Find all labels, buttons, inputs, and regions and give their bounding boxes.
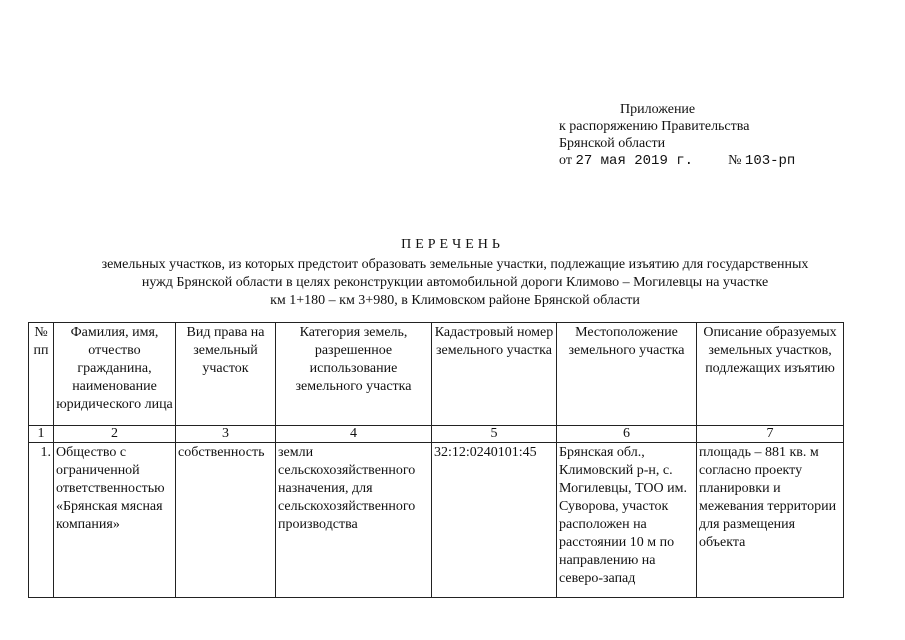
appendix-title: Приложение bbox=[620, 102, 696, 117]
document-title: ПЕРЕЧЕНЬ bbox=[401, 237, 504, 252]
owner-cell: Общество с ограниченной ответственностью «Брянская мясная компания» bbox=[54, 443, 176, 598]
header-cell-number: № пп bbox=[29, 323, 54, 426]
category-cell: земли сельскохозяйственного назначения, для сельскохозяйственного производства bbox=[276, 443, 432, 598]
column-number: 3 bbox=[176, 426, 276, 443]
appendix-date-line bbox=[559, 152, 795, 170]
order-number: 103-рп bbox=[744, 153, 796, 169]
header-cell-description: Описание образуемых земельных участков, подлежащих изъятию bbox=[697, 323, 844, 426]
document-subtitle bbox=[60, 256, 850, 310]
header-cell-category: Категория земель, разрешенное использование земельного участка bbox=[276, 323, 432, 426]
description-cell: площадь – 881 кв. м согласно проекту планировки и межевания территории для размещения объекта bbox=[697, 443, 844, 598]
header-cell-location: Местоположение земельного участка bbox=[557, 323, 697, 426]
column-number: 2 bbox=[54, 426, 176, 443]
header-cell-cadastral: Кадастровый номер земельного участка bbox=[432, 323, 557, 426]
subtitle-line-1: земельных участков, из которых предстоит образовать земельные участки, подлежащие изъятию для государственных bbox=[101, 257, 809, 272]
column-number: 1 bbox=[29, 426, 54, 443]
land-plots-table bbox=[28, 322, 844, 598]
column-number-row bbox=[29, 426, 844, 443]
header-cell-right: Вид права на земельный участок bbox=[176, 323, 276, 426]
header-cell-owner: Фамилия, имя, отчество гражданина, наименование юридического лица bbox=[54, 323, 176, 426]
column-number: 7 bbox=[697, 426, 844, 443]
table-header-row bbox=[29, 323, 844, 426]
row-number-cell: 1. bbox=[29, 443, 54, 598]
table-row bbox=[29, 443, 844, 598]
appendix-region-line: Брянской области bbox=[559, 136, 666, 151]
right-cell: собственность bbox=[176, 443, 276, 598]
column-number: 6 bbox=[557, 426, 697, 443]
appendix-order-line: к распоряжению Правительства bbox=[559, 119, 750, 134]
column-number: 5 bbox=[432, 426, 557, 443]
order-date: 27 мая 2019 г. bbox=[575, 153, 694, 169]
location-cell: Брянская обл., Климовский р-н, с. Могилевцы, ТОО им. Суворова, участок расположен на расстоянии 10 м по направлению на северо-запад bbox=[557, 443, 697, 598]
number-label: № bbox=[728, 153, 742, 168]
subtitle-line-2: нужд Брянской области в целях реконструкции автомобильной дороги Климово – Могилевцы на участке bbox=[141, 275, 769, 290]
appendix-block bbox=[559, 101, 795, 170]
column-number: 4 bbox=[276, 426, 432, 443]
cadastral-cell: 32:12:0240101:45 bbox=[432, 443, 557, 598]
date-prefix: от bbox=[559, 153, 572, 168]
subtitle-line-3: км 1+180 – км 3+980, в Климовском районе Брянской области bbox=[270, 293, 640, 308]
